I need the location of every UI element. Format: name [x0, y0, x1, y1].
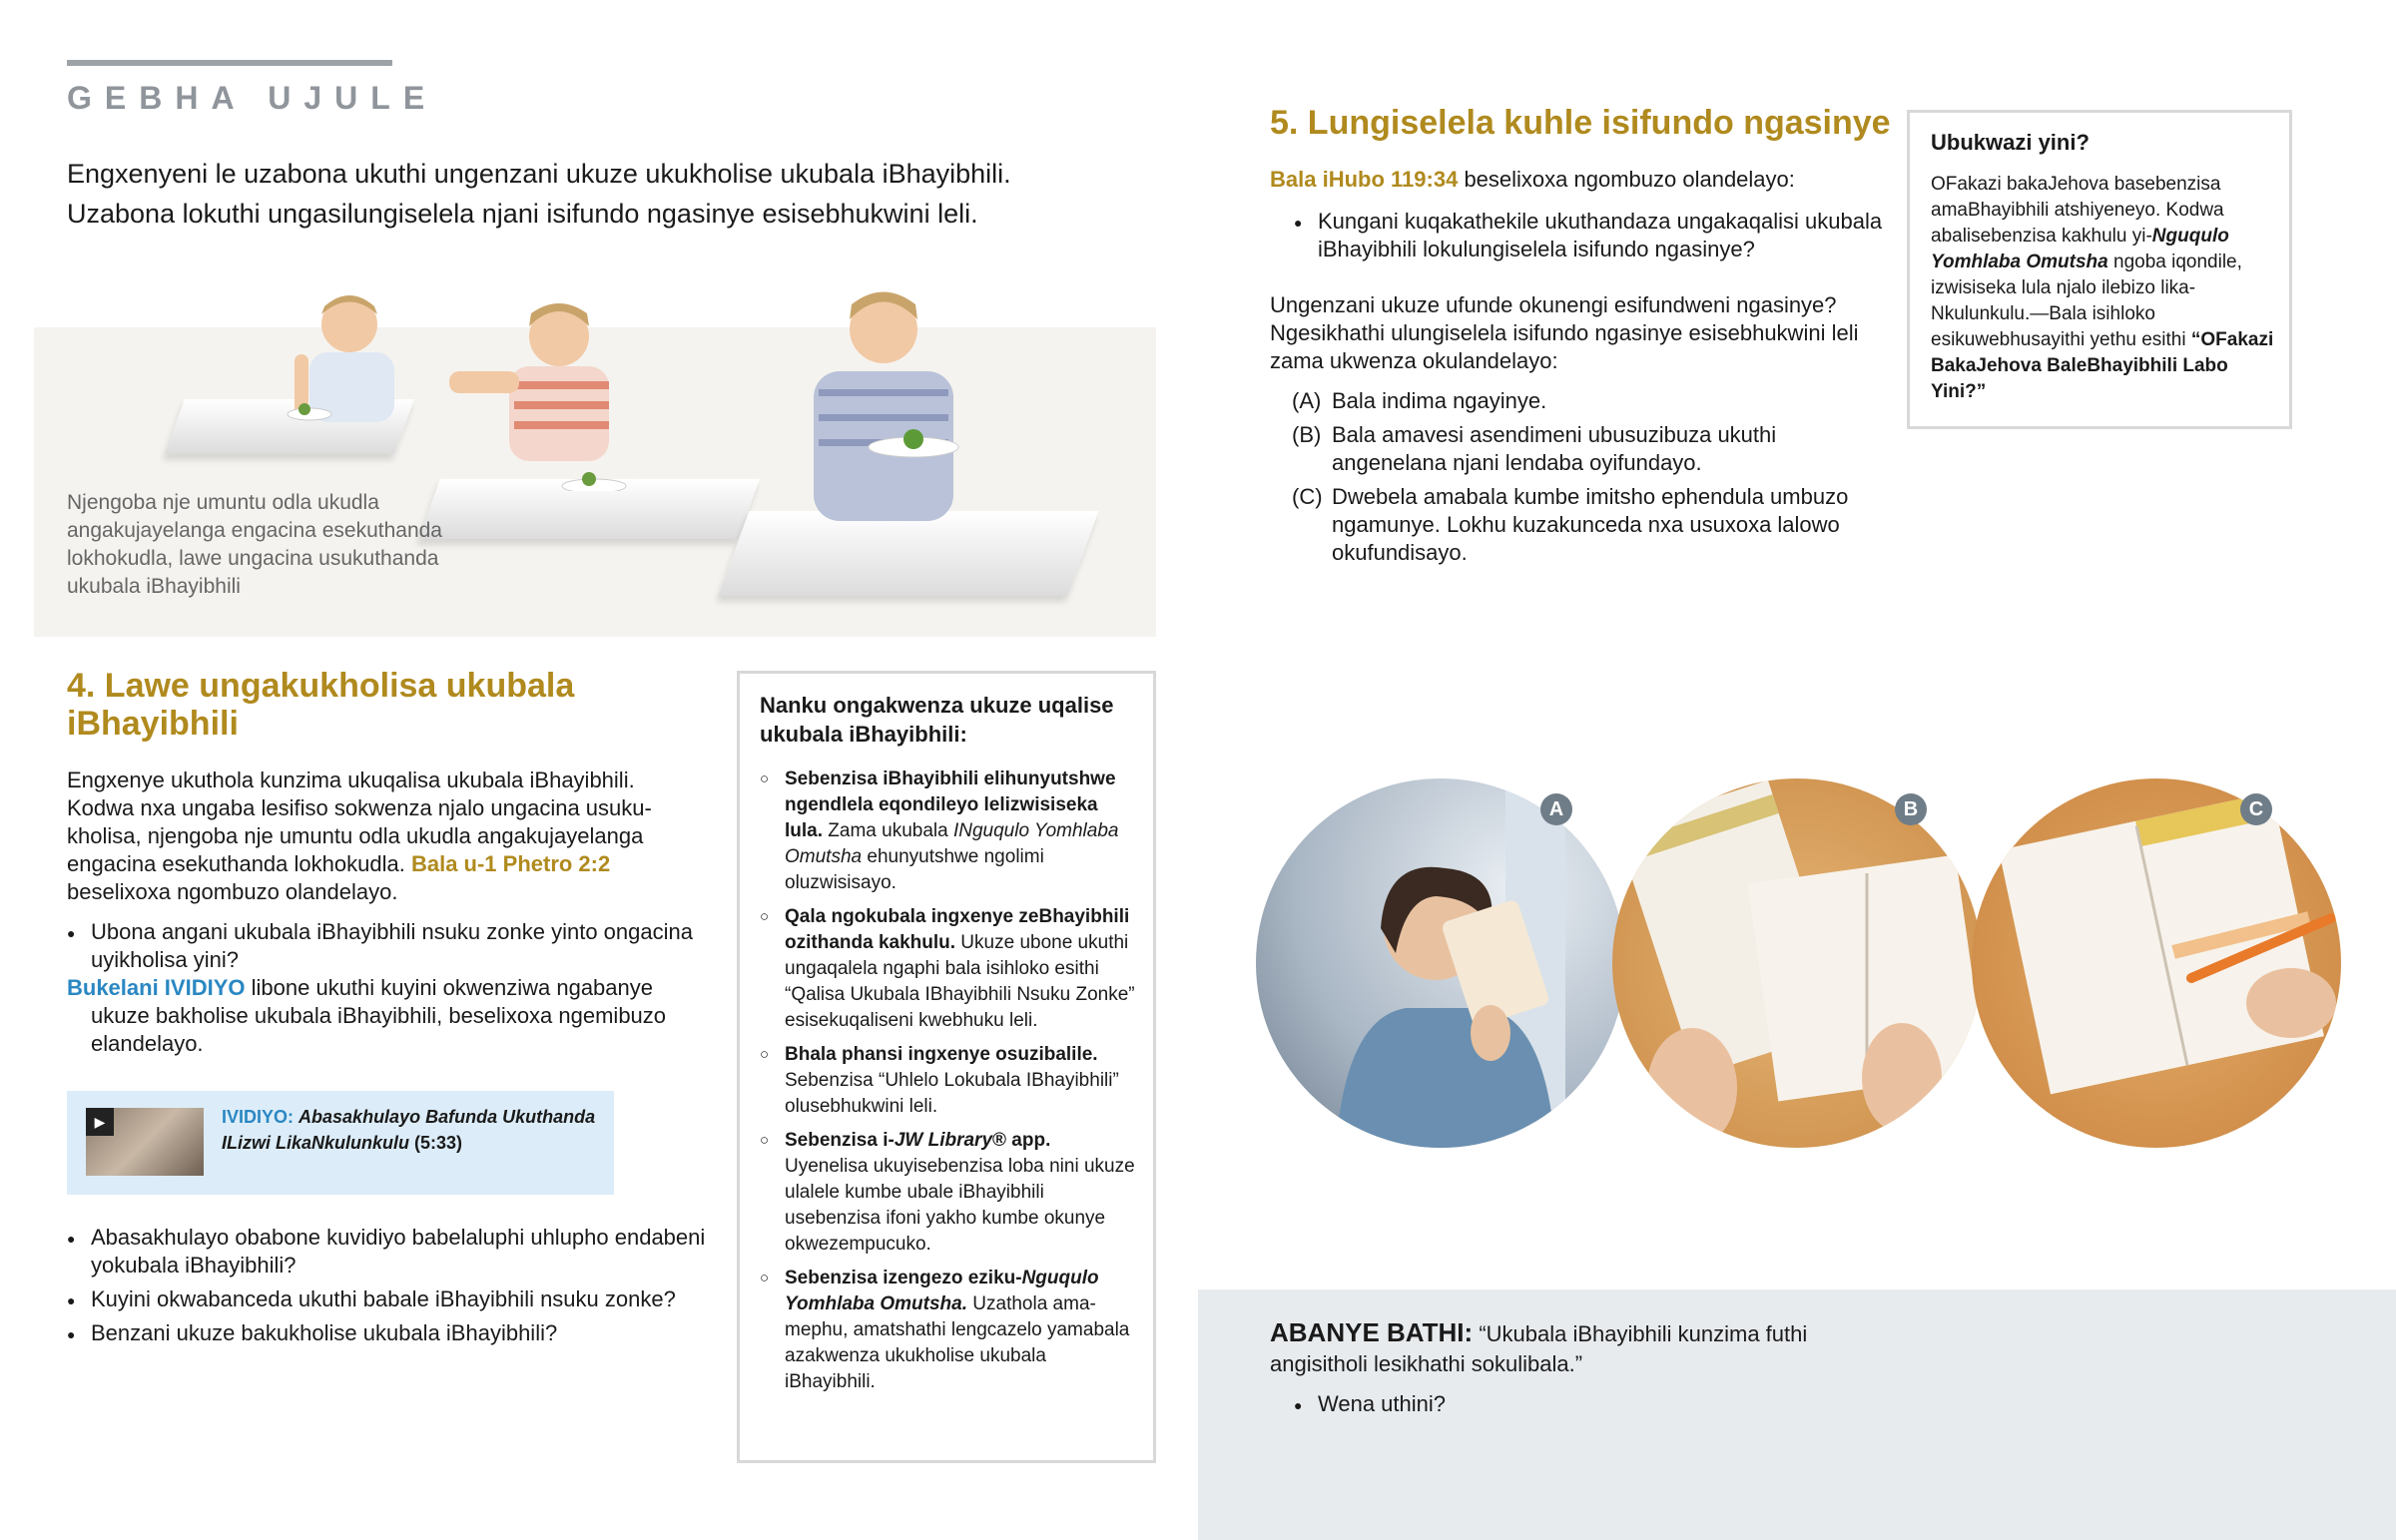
option-b: (B) Bala amavesi asendimeni ubusuzibuza ukuthi angenelana njani lendaba oyifundayo.: [1292, 422, 1777, 475]
did-you-know-title: Ubukwazi yini?: [1931, 130, 2090, 155]
section-4-para-text: Engxenye ukuthola kunzima ukuqalisa ukubala iBhayibhili. Kodwa nxa ungaba lesifiso sokwenza njalo ungacina usukukholisa, njengoba nje umuntu odla ukudla angakujayelanga engacina esekuthanda lokhokudla.: [67, 768, 652, 876]
section-4-para-end: beselixoxa ngombuzo olandelayo.: [67, 879, 398, 904]
intro-text: Engxenyeni le uzabona ukuthi ungenzani ukuze ukukholise ukubala iBhayibhili. Uzabona lokuthi ungasilungiselela njani isifundo ngasinye esisebhukwini leli.: [67, 159, 1011, 229]
tip-item: ○ Sebenzisa izengezo eziku-Nguqulo Yomhlaba Omutsha. Uzathola amamephu, amatshathi lengcazelo yamabala azakwenza ukukholise ukubala iBhayibhili.: [760, 1266, 1139, 1395]
section-5-ref-end: beselixoxa ngombuzo olandelayo:: [1464, 167, 1795, 192]
options-list: [1292, 387, 1889, 567]
section-5-title: 5. Lungiselela kuhle isifundo ngasinye: [1270, 104, 1891, 142]
tip-item: ○ Qala ngokubala ingxenye zeBhayibhili ozithanda kakhulu. Ukuze ubone ukuthi ungaqalela ngaphi bala isihloko esithi “Qalisa Ukubala IBhayibhili Nsuku Zonke” esisekuqaliseni kwebhuku leli.: [760, 904, 1139, 1034]
tip-item: ○ Bhala phansi ingxenye osuzibalile. Sebenzisa “Uhlelo Lokubala IBhayibhili” olusebhukwini leli.: [760, 1042, 1139, 1120]
others-say-label: ABANYE BATHI:: [1270, 1317, 1474, 1347]
boy-enjoying-illustration: [774, 279, 993, 529]
illustration-reading-book: [1612, 778, 1982, 1148]
question-4: ● Benzani ukuze bakukholise ukubala iBhayibhili?: [67, 1319, 706, 1347]
video-instruction: [67, 974, 706, 1058]
video-note: libone ukuthi kuyini okwenziwa ngabanye ukuze bakholise ukubala iBhayibhili, beselixoxa ngemibuzo elandelayo.: [91, 975, 667, 1056]
section-4-questions: [67, 1224, 706, 1347]
tips-list: [760, 767, 1139, 1403]
option-c: (C) Dwebela amabala kumbe imitsho ephendula umbuzo ngamunye. Lokhu kuzakunceda nxa usuxoxa lalowo okufundisayo.: [1292, 484, 1849, 565]
section-5-paragraph: Ungenzani ukuze ufunde okunengi esifundweni ngasinye? Ngesikhathi ulungiselela isifundo ngasinye esisebhukwini leli zama ukwenza okulandelayo:: [1270, 292, 1859, 373]
illustration-reading-phone: [1256, 778, 1625, 1148]
boy-tasting-illustration: [439, 291, 669, 491]
video-label: IVIDIYO:: [222, 1107, 295, 1127]
others-say-content: [1270, 1317, 1889, 1419]
illustration-caption: Njengoba nje umuntu odla ukudla angakujayelanga engacina esekuthanda lokhokudla, lawe ungacina usukuthanda ukubala iBhayibhili: [67, 491, 442, 598]
header-rule: [67, 60, 392, 66]
tip-item: ○ Sebenzisa iBhayibhili elihunyutshwe ngendlela eqondileyo lelizwisiseka lula. Zama ukubala INguqulo Yomhlaba Omutsha ehunyutshwe ngolimi oluzwisisayo.: [760, 767, 1139, 896]
others-say-quote: [1270, 1317, 1889, 1379]
question-3: ● Kuyini okwabanceda ukuthi babale iBhayibhili nsuku zonke?: [67, 1285, 706, 1313]
badge-c: C: [2240, 793, 2272, 825]
question-2: ● Abasakhulayo obabone kuvidiyo babelaluphi uhlupho endabeni yokubala iBhayibhili?: [67, 1224, 706, 1280]
boy-reluctant-illustration: [255, 284, 414, 434]
badge-b: B: [1895, 793, 1927, 825]
article-link[interactable]: “OFakazi BakaJehova BaleBhayibhili Labo Yini?”: [1931, 329, 2274, 402]
quote-text: “Ukubala iBhayibhili kunzima futhi angisitholi lesikhathi sokulibala.”: [1270, 1321, 1808, 1376]
section-4-paragraph: [67, 767, 706, 906]
option-a: (A) Bala indima ngayinye.: [1292, 388, 1547, 413]
scripture-link-psalm[interactable]: Bala iHubo 119:34: [1270, 167, 1459, 192]
tips-title: Nanku ongakwenza ukuze uqalise ukubala iBhayibhili:: [760, 693, 1114, 747]
question-1: ● Ubona angani ukubala iBhayibhili nsuku zonke yinto ongacina uyikholisa yini?: [67, 918, 706, 974]
video-link[interactable]: Bukelani IVIDIYO: [67, 975, 246, 1000]
did-you-know-text: OFakazi bakaJehova basebenzisa amaBhayibhili atshiyeneyo. Kodwa abalisebenzisa kakhulu yi-Nguqulo Yomhlaba Omutsha ngoba iqondile, izwisiseka lula njalo ilebizo likaNkulunkulu.—Bala isihloko esikuwebhusayithi yethu esithi “OFakazi BakaJehova BaleBhayibhili Labo Yini?”: [1931, 174, 2274, 402]
video-title: Abasakhulayo Bafunda Ukuthanda ILizwi LikaNkulunkulu: [222, 1107, 596, 1153]
play-icon[interactable]: ▶: [86, 1108, 114, 1136]
tip-item: ○ Sebenzisa i-JW Library® app. Uyenelisa ukuyisebenzisa loba nini ukuze ulalele kumbe ubale iBhayibhili usebenzisa ifoni yakho kumbe okunye okwezempucuko.: [760, 1128, 1139, 1258]
section-5-intro: [1270, 166, 1889, 194]
section-4-title: 4. Lawe ungakukholisa ukubala iBhayibhili: [67, 667, 575, 743]
section-4-body: [67, 767, 706, 1058]
badge-a: A: [1540, 793, 1572, 825]
section-5-question: ● Kungani kuqakathekile ukuthandaza ungakaqalisi ukubala iBhayibhili lokulungiselela isifundo ngasinye?: [1294, 208, 1889, 263]
others-say-question: ● Wena uthini?: [1294, 1389, 1889, 1419]
page-kicker: GEBHA UJULE: [67, 80, 438, 116]
illustration-underlining: [1972, 778, 2341, 1148]
video-duration: (5:33): [414, 1133, 463, 1153]
video-card-text[interactable]: [222, 1104, 611, 1156]
scripture-link-peter[interactable]: Bala u-1 Phetro 2:2: [410, 851, 611, 876]
section-5-body: [1270, 166, 1889, 573]
